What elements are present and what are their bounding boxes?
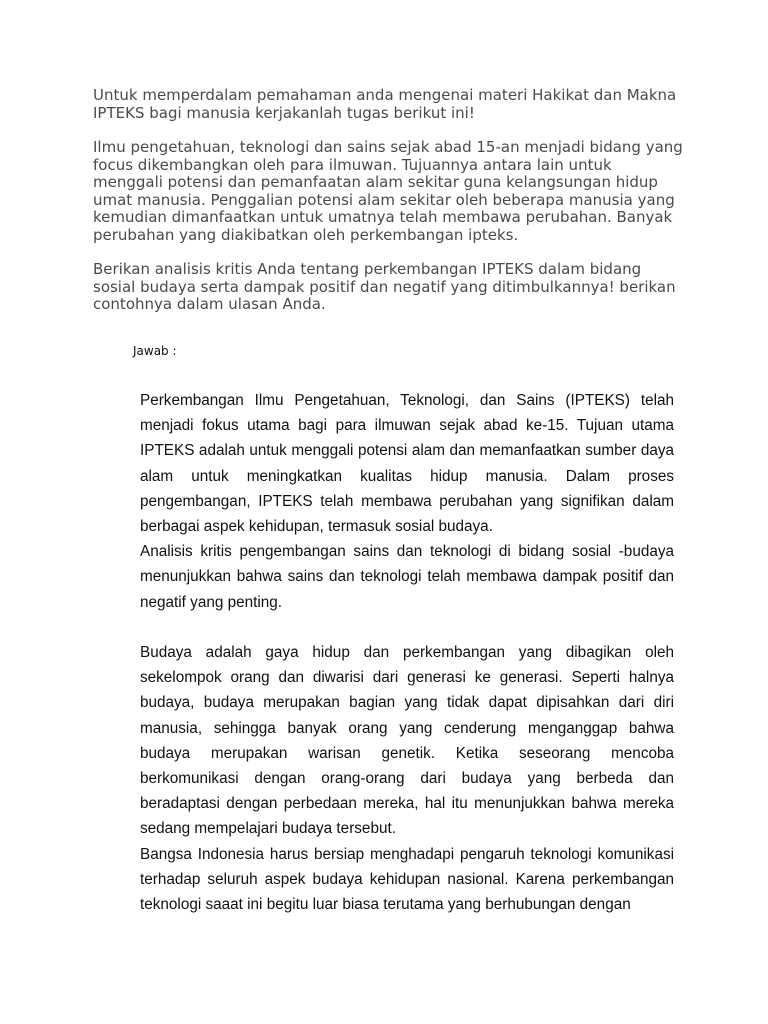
answer-paragraph-2: Analisis kritis pengembangan sains dan teknologi di bidang sosial -budaya menunjukkan bahwa sains dan teknologi telah membawa dampak positif dan negatif yang penting. [140,543,674,611]
answer-body [140,388,674,917]
answer-paragraph-3: Budaya adalah gaya hidup dan perkembangan yang dibagikan oleh sekelompok orang dan diwarisi dari generasi ke generasi. Seperti halnya budaya, budaya merupakan bagian yang tidak dapat dipisahkan dari diri manusia, sehingga banyak orang yang cenderung menganggap bahwa budaya merupakan warisan genetik. Ketika seseorang mencoba berkomunikasi dengan orang-orang dari budaya yang berbeda dan beradaptasi dengan perbedaan mereka, hal itu menunjukkan bahwa mereka sedang mempelajari budaya tersebut. [140,644,674,838]
task-intro-paragraph: Untuk memperdalam pemahaman anda mengenai materi Hakikat dan Makna IPTEKS bagi manusia kerjakanlah tugas berikut ini! [93,86,677,122]
jawab-label: Jawab : [133,344,177,358]
answer-paragraph-4: Bangsa Indonesia harus bersiap menghadapi pengaruh teknologi komunikasi terhadap seluruh aspek budaya kehidupan nasional. Karena perkembangan teknologi saaat ini begitu luar biasa terutama yang berhubungan dengan [140,845,674,914]
task-instructions [93,87,683,331]
answer-paragraph-1: Perkembangan Ilmu Pengetahuan, Teknologi, dan Sains (IPTEKS) telah menjadi fokus utama bagi para ilmuwan sejak abad ke-15. Tujuan utama IPTEKS adalah untuk menggali potensi alam dan memanfaatkan sumber daya alam untuk meningkatkan kualitas hidup manusia. Dalam proses pengembangan, IPTEKS telah membawa perubahan yang signifikan dalam berbagai aspek kehidupan, termasuk sosial budaya. [140,392,674,536]
task-question-paragraph: Berikan analisis kritis Anda tentang perkembangan IPTEKS dalam bidang sosial budaya serta dampak positif dan negatif yang ditimbulkannya! berikan contohnya dalam ulasan Anda. [93,260,676,313]
task-context-paragraph: Ilmu pengetahuan, teknologi dan sains sejak abad 15-an menjadi bidang yang focus dikembangkan oleh para ilmuwan. Tujuannya antara lain untuk menggali potensi dan pemanfaatan alam sekitar guna kelangsungan hidup umat manusia. Penggalian potensi alam sekitar oleh beberapa manusia yang kemudian dimanfaatkan untuk umatnya telah membawa perubahan. Banyak perubahan yang diakibatkan oleh perkembangan ipteks. [93,138,683,244]
